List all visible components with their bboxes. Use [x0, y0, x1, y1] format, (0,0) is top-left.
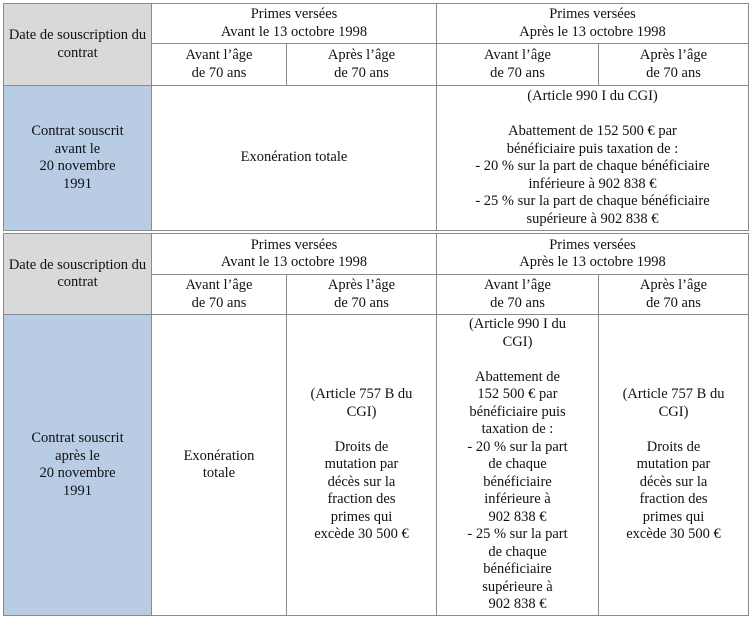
article-990i-cell: (Article 990 I du CGI) Abattement de 152 500 € par bénéficiaire puis taxation de : - 20 % sur la part de chaque bénéficiaire inférieure à 902 838 € - 25 % sur la part de chaque bénéficiaire supérieure à 902 838 €	[437, 86, 749, 231]
primes-avant-1998-header: Primes versées Avant le 13 octobre 1998	[152, 4, 437, 44]
exoneration-totale-cell: Exonération totale	[152, 86, 437, 231]
tax-table-after-1991	[3, 233, 749, 616]
avant-70-header-2: Avant l’âge de 70 ans	[437, 275, 599, 315]
apres-70-header-2: Après l’âge de 70 ans	[599, 44, 749, 86]
primes-avant-1998-header: Primes versées Avant le 13 octobre 1998	[152, 234, 437, 275]
article-990i-cell: (Article 990 I du CGI) Abattement de 152 500 € par bénéficiaire puis taxation de : - 20 % sur la part de chaque bénéficiaire inférieure à 902 838 € - 25 % sur la part de chaque bénéficiaire supérieure à 902 838 €	[437, 315, 599, 616]
avant-70-header-1: Avant l’âge de 70 ans	[152, 275, 287, 315]
apres-70-header-1: Après l’âge de 70 ans	[287, 44, 437, 86]
tax-table-before-1991	[3, 3, 749, 231]
apres-70-header-2: Après l’âge de 70 ans	[599, 275, 749, 315]
primes-apres-1998-header: Primes versées Après le 13 octobre 1998	[437, 4, 749, 44]
contrat-avant-1991-label: Contrat souscrit avant le 20 novembre 1991	[4, 86, 152, 231]
date-souscription-header: Date de souscription du contrat	[4, 4, 152, 86]
contrat-apres-1991-label: Contrat souscrit après le 20 novembre 1991	[4, 315, 152, 616]
primes-apres-1998-header: Primes versées Après le 13 octobre 1998	[437, 234, 749, 275]
apres-70-header-1: Après l’âge de 70 ans	[287, 275, 437, 315]
date-souscription-header: Date de souscription du contrat	[4, 234, 152, 315]
article-757b-cell-2: (Article 757 B du CGI) Droits de mutation par décès sur la fraction des primes qui excède 30 500 €	[599, 315, 749, 616]
avant-70-header-1: Avant l’âge de 70 ans	[152, 44, 287, 86]
avant-70-header-2: Avant l’âge de 70 ans	[437, 44, 599, 86]
article-757b-cell-1: (Article 757 B du CGI) Droits de mutation par décès sur la fraction des primes qui excède 30 500 €	[287, 315, 437, 616]
exoneration-totale-cell: Exonération totale	[152, 315, 287, 616]
